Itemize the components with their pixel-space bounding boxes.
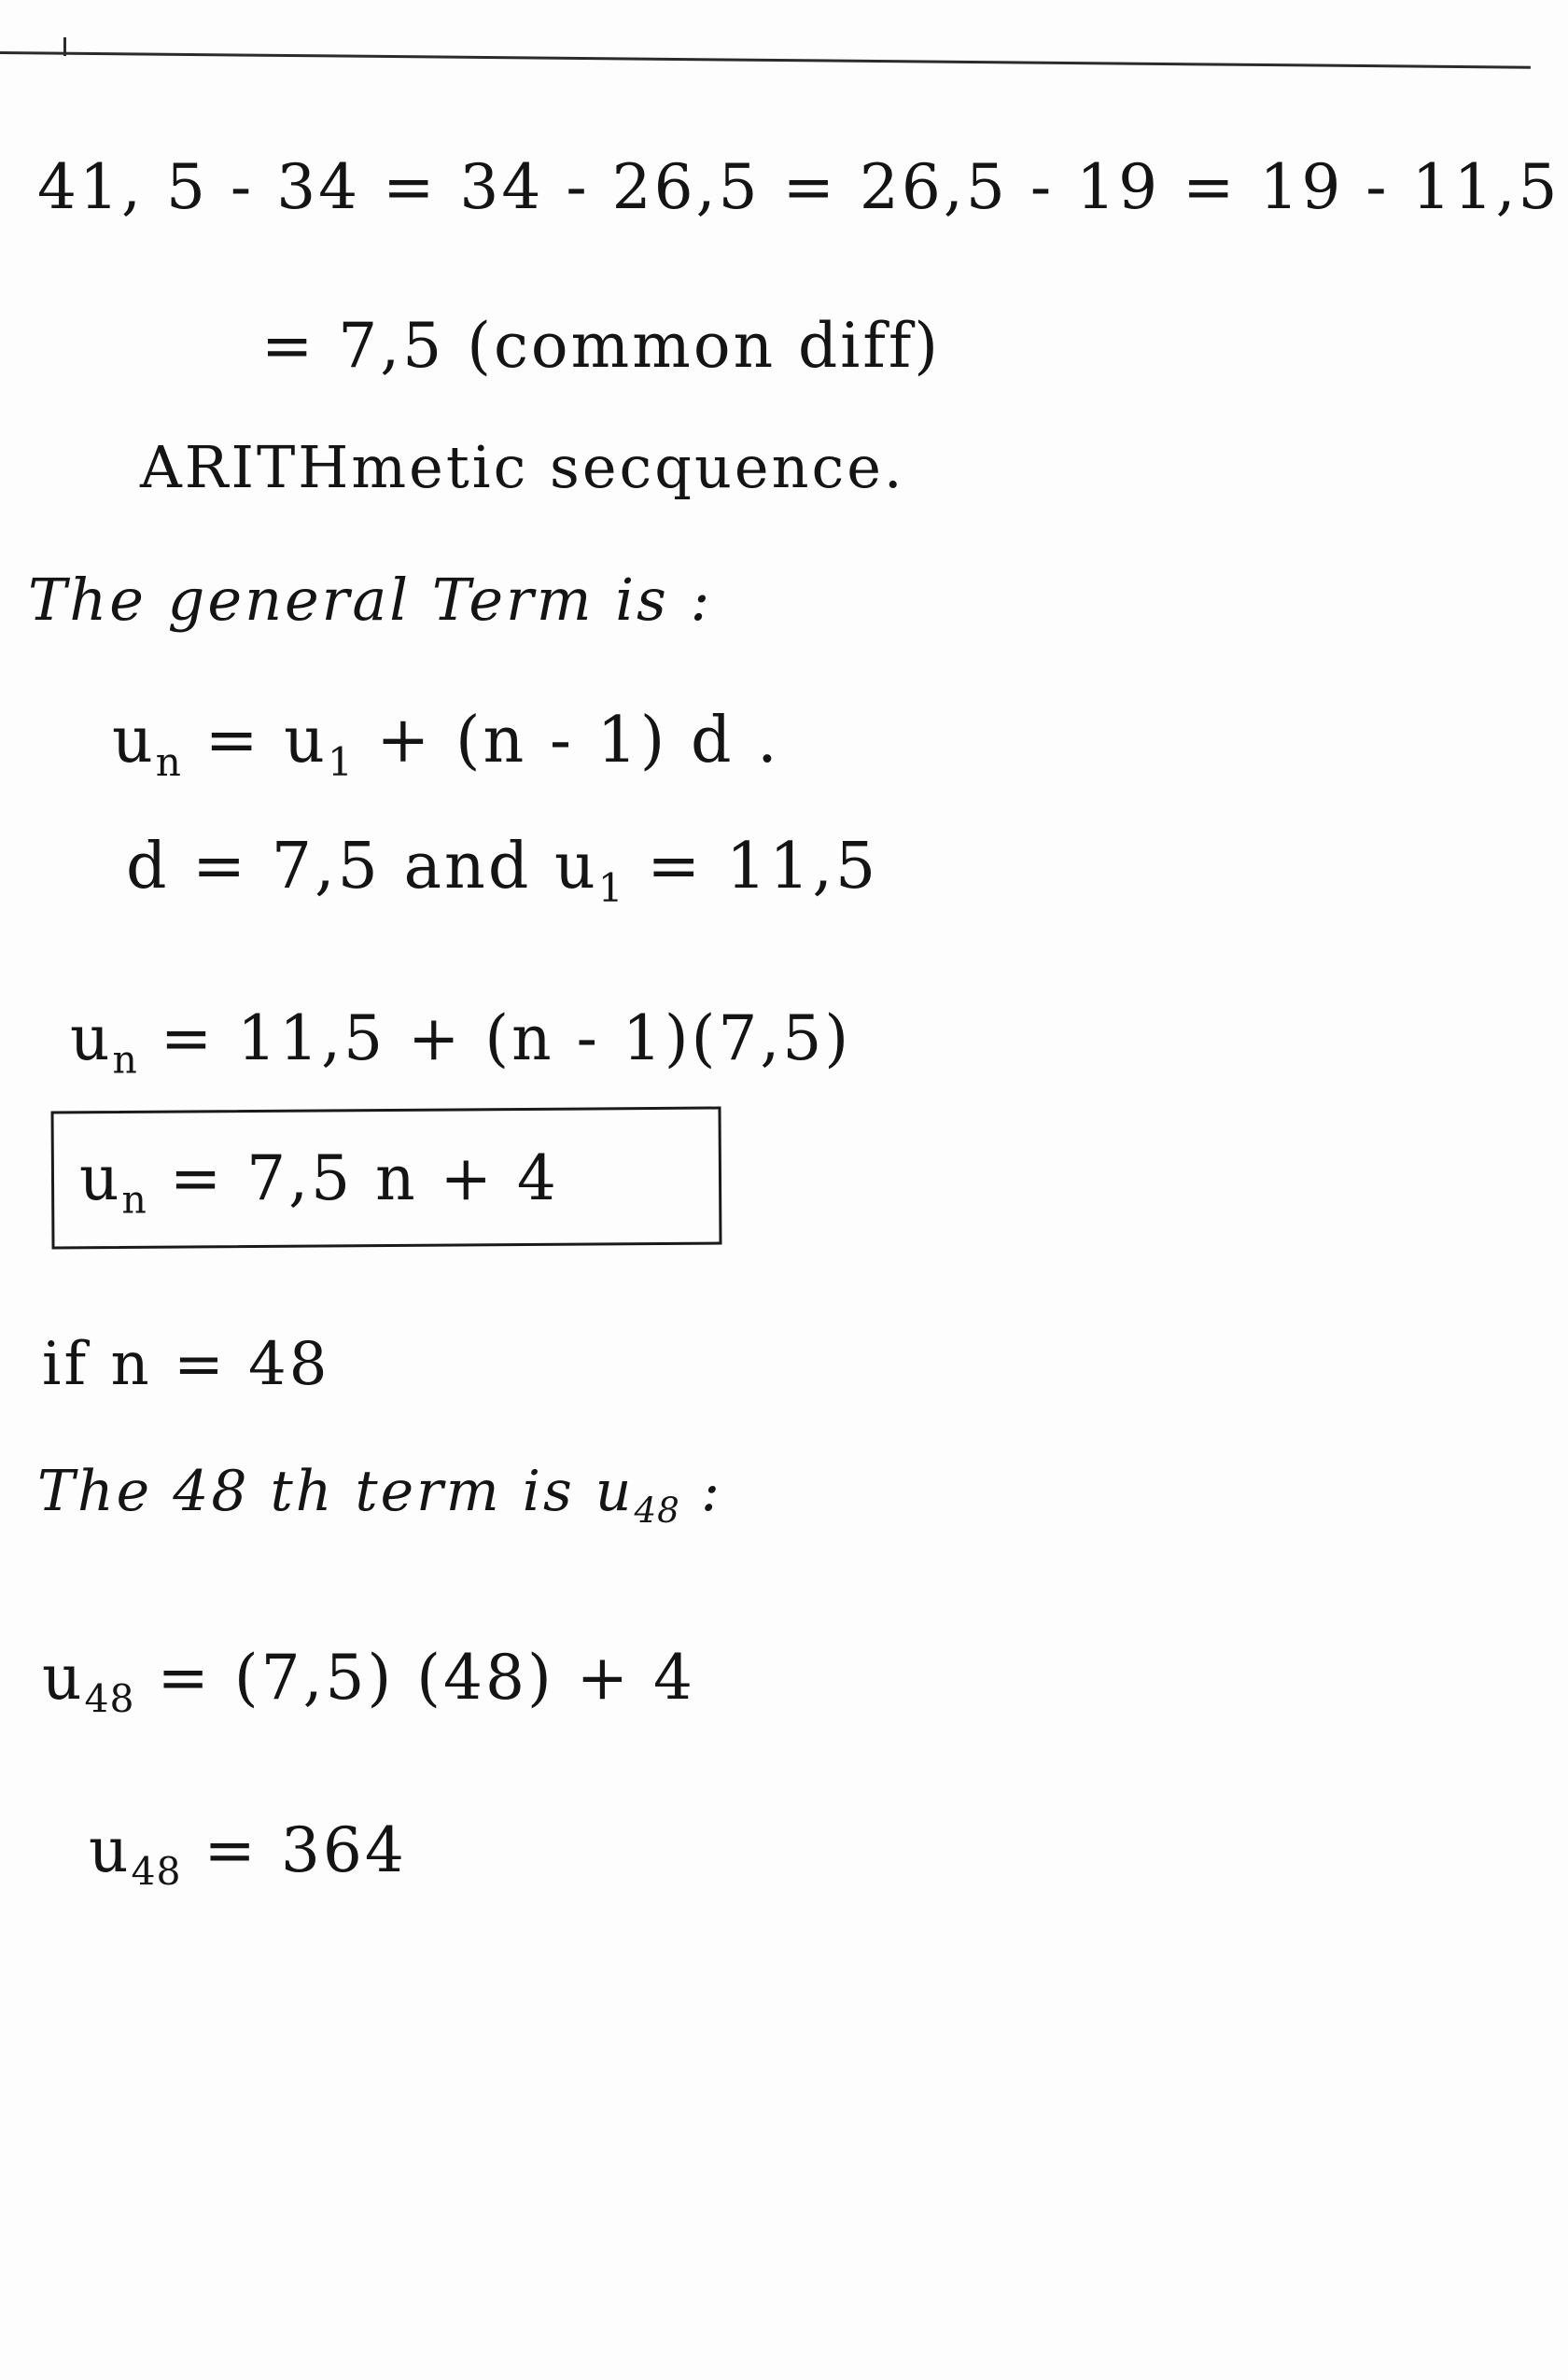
answer-subscript: 48 (131, 1849, 182, 1895)
term-48-answer (89, 1814, 407, 1895)
term-48-heading-subscript: 48 (634, 1490, 680, 1532)
formula-lhs-subscript: n (155, 738, 182, 785)
given-values-subscript: 1 (597, 864, 624, 911)
given-values-line (126, 830, 879, 911)
sequence-type-line: ARITHmetic secquence. (140, 433, 905, 501)
difference-equation-line: 41, 5 - 34 = 34 - 26,5 = 26,5 - 19 = 19 - 11,5 (37, 151, 1561, 223)
given-values-b: = 11,5 (623, 830, 879, 903)
term-48-sub-b: = (7,5) (48) + 4 (134, 1642, 696, 1714)
condition-line: if n = 48 (42, 1330, 330, 1399)
term-48-sub-subscript: 48 (84, 1676, 135, 1722)
substitution-subscript: n (112, 1037, 138, 1083)
term-48-heading-a: The 48 th term is u (37, 1459, 635, 1524)
formula-rhs: + (n - 1) d . (353, 704, 780, 777)
result-a: u (79, 1142, 122, 1214)
substitution-a: u (70, 1002, 113, 1074)
result-subscript: n (121, 1177, 147, 1223)
general-term-formula (112, 704, 780, 785)
general-term-result (79, 1142, 559, 1223)
formula-mid: = u (181, 704, 328, 777)
substitution-line (70, 1002, 852, 1083)
result-b: = 7,5 n + 4 (147, 1142, 559, 1214)
common-difference-line: = 7,5 (common diff) (261, 310, 942, 382)
general-term-heading: The general Term is : (28, 566, 713, 634)
given-values-a: d = 7,5 and u (126, 830, 598, 903)
substitution-b: = 11,5 + (n - 1)(7,5) (137, 1002, 852, 1074)
term-48-heading-b: : (679, 1459, 723, 1524)
answer-a: u (89, 1814, 132, 1886)
paper-margin-mark (63, 37, 66, 56)
formula-mid-subscript: 1 (327, 738, 354, 785)
term-48-heading (37, 1459, 723, 1532)
term-48-sub-a: u (42, 1642, 85, 1714)
term-48-substitution (42, 1642, 696, 1722)
formula-lhs: u (112, 704, 156, 777)
paper-top-edge (0, 51, 1531, 69)
answer-b: = 364 (181, 1814, 407, 1886)
